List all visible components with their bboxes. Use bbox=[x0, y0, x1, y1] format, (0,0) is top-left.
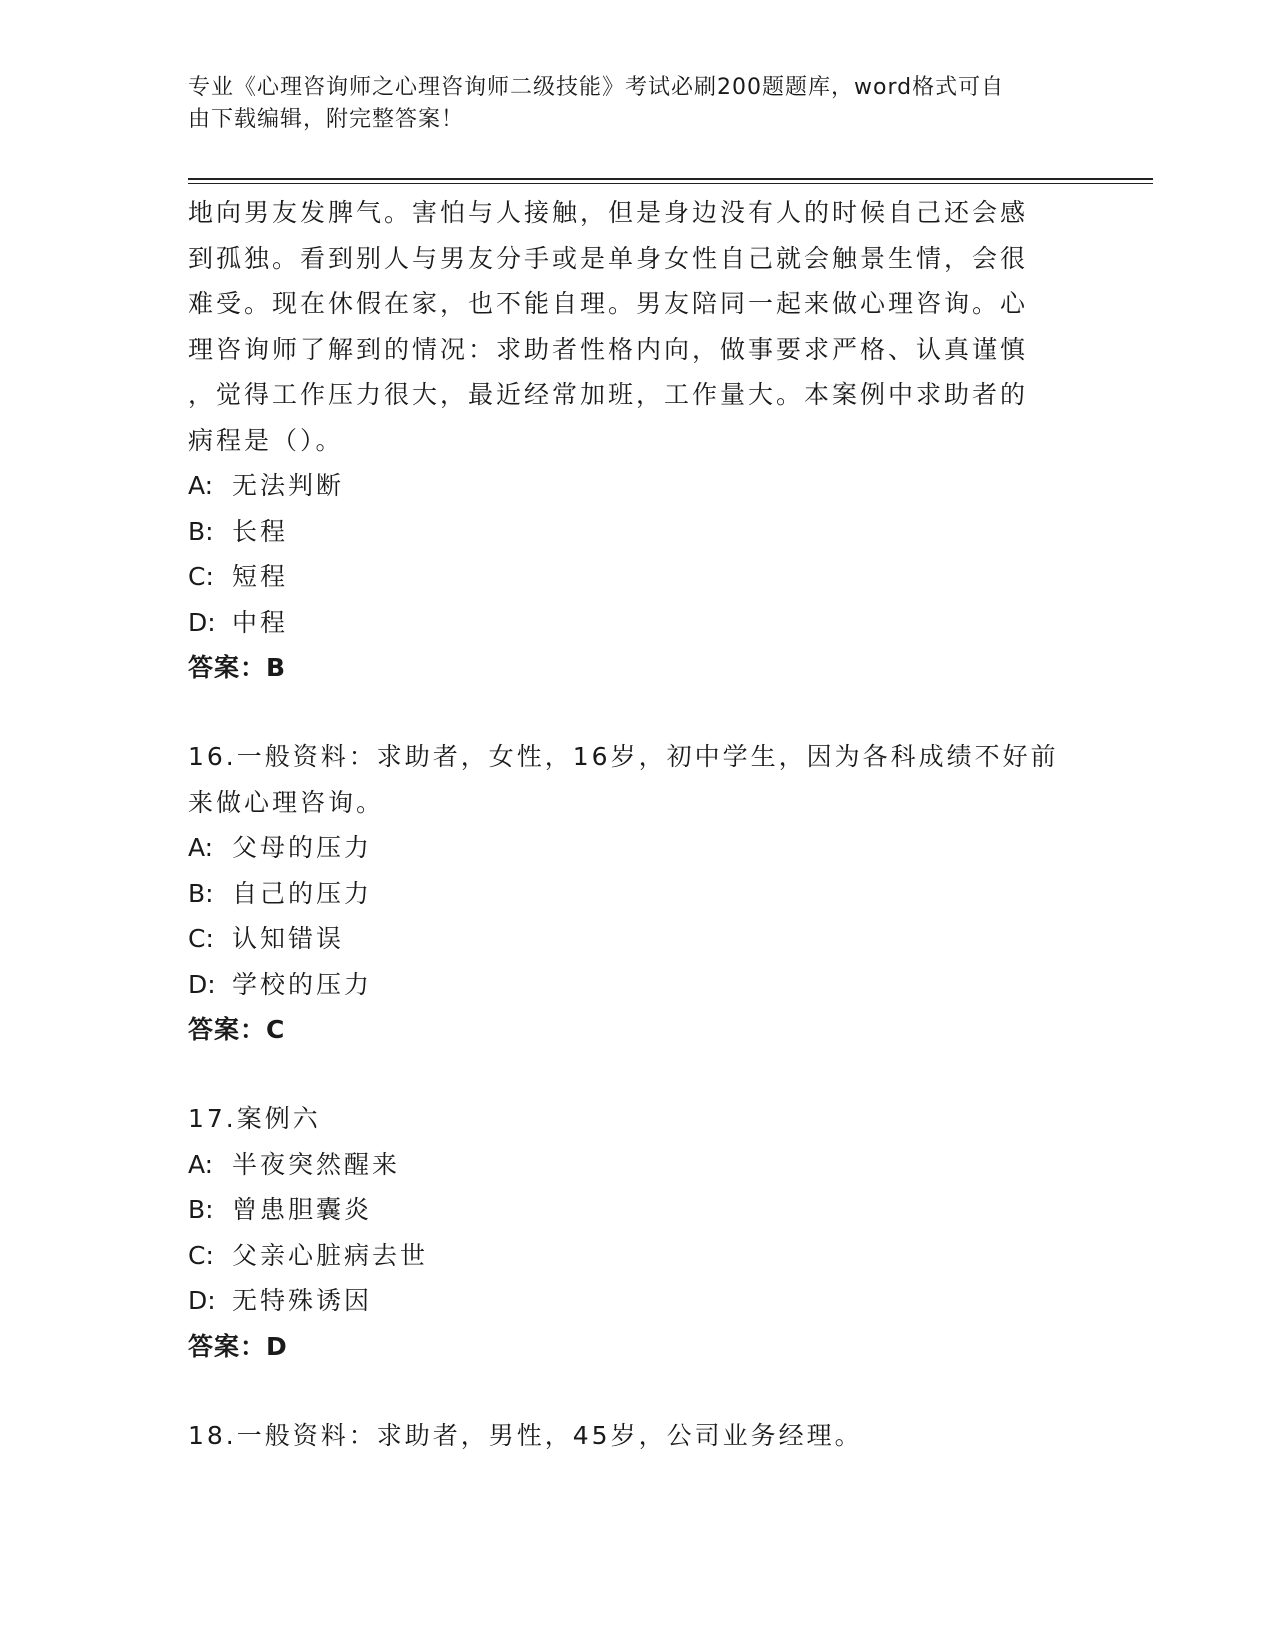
question-spacer bbox=[188, 691, 1068, 734]
header-rule-thick bbox=[188, 178, 1153, 180]
question-text-line: 18.一般资料：求助者，男性，45岁，公司业务经理。 bbox=[188, 1420, 863, 1450]
option-text: 无法判断 bbox=[232, 471, 345, 500]
question-text-line: ，觉得工作压力很大，最近经常加班，工作量大。本案例中求助者的 bbox=[188, 380, 1029, 409]
option-letter: B: bbox=[188, 878, 214, 908]
option-letter: D: bbox=[188, 1286, 216, 1315]
option-letter: B: bbox=[188, 516, 214, 546]
header-line-2: 由下载编辑，附完整答案！ bbox=[188, 107, 465, 132]
question-15 bbox=[188, 190, 1068, 691]
question-spacer bbox=[188, 1053, 1068, 1096]
option-d bbox=[188, 962, 1068, 1008]
option-letter: C: bbox=[188, 1240, 214, 1270]
option-c bbox=[188, 1233, 1068, 1279]
option-letter: C: bbox=[188, 562, 214, 591]
option-b bbox=[188, 509, 1068, 555]
answer-line: 答案：C bbox=[188, 1015, 286, 1044]
option-c bbox=[188, 916, 1068, 962]
question-text-line: 地向男友发脾气。害怕与人接触，但是身边没有人的时候自己还会感 bbox=[188, 198, 1029, 227]
option-b bbox=[188, 871, 1068, 917]
option-a bbox=[188, 825, 1068, 871]
option-letter: D: bbox=[188, 969, 216, 999]
option-a bbox=[188, 463, 1068, 509]
option-text: 长程 bbox=[232, 516, 289, 546]
question-17 bbox=[188, 1096, 1068, 1370]
option-text: 学校的压力 bbox=[232, 969, 373, 999]
option-b bbox=[188, 1187, 1068, 1233]
option-letter: D: bbox=[188, 607, 216, 637]
option-text: 短程 bbox=[232, 562, 289, 591]
question-text-line: 来做心理咨询。 bbox=[188, 787, 385, 817]
question-list bbox=[188, 190, 1068, 1458]
answer-line: 答案：D bbox=[188, 1331, 288, 1361]
header-line-1: 专业《心理咨询师之心理咨询师二级技能》考试必刷200题题库，word格式可自 bbox=[188, 75, 1005, 100]
option-a bbox=[188, 1142, 1068, 1188]
option-letter: C: bbox=[188, 924, 214, 953]
option-text: 父母的压力 bbox=[232, 833, 373, 862]
option-letter: B: bbox=[188, 1195, 214, 1224]
option-text: 曾患胆囊炎 bbox=[232, 1195, 373, 1224]
question-text-line: 病程是（）。 bbox=[188, 425, 344, 455]
header-rule-thin bbox=[188, 183, 1153, 184]
option-d bbox=[188, 600, 1068, 646]
option-text: 中程 bbox=[232, 607, 289, 637]
question-16 bbox=[188, 734, 1068, 1053]
option-letter: A: bbox=[188, 833, 214, 862]
option-letter: A: bbox=[188, 1149, 214, 1179]
option-text: 无特殊诱因 bbox=[232, 1286, 373, 1315]
option-text: 自己的压力 bbox=[232, 878, 373, 908]
page-header bbox=[188, 72, 1068, 136]
option-c bbox=[188, 554, 1068, 600]
option-text: 父亲心脏病去世 bbox=[232, 1240, 429, 1270]
answer-line: 答案：B bbox=[188, 653, 287, 682]
option-text: 半夜突然醒来 bbox=[232, 1149, 401, 1179]
question-text-line: 难受。现在休假在家，也不能自理。男友陪同一起来做心理咨询。心 bbox=[188, 289, 1029, 318]
option-letter: A: bbox=[188, 471, 214, 500]
question-18 bbox=[188, 1413, 1068, 1459]
option-d bbox=[188, 1278, 1068, 1324]
question-text-line: 到孤独。看到别人与男友分手或是单身女性自己就会触景生情，会很 bbox=[188, 243, 1029, 273]
question-text-line: 理咨询师了解到的情况：求助者性格内向，做事要求严格、认真谨慎 bbox=[188, 334, 1029, 364]
question-spacer bbox=[188, 1370, 1068, 1413]
question-text-line: 16.一般资料：求助者，女性，16岁，初中学生，因为各科成绩不好前 bbox=[188, 742, 1059, 771]
question-text-line: 17.案例六 bbox=[188, 1104, 321, 1133]
option-text: 认知错误 bbox=[232, 924, 345, 953]
